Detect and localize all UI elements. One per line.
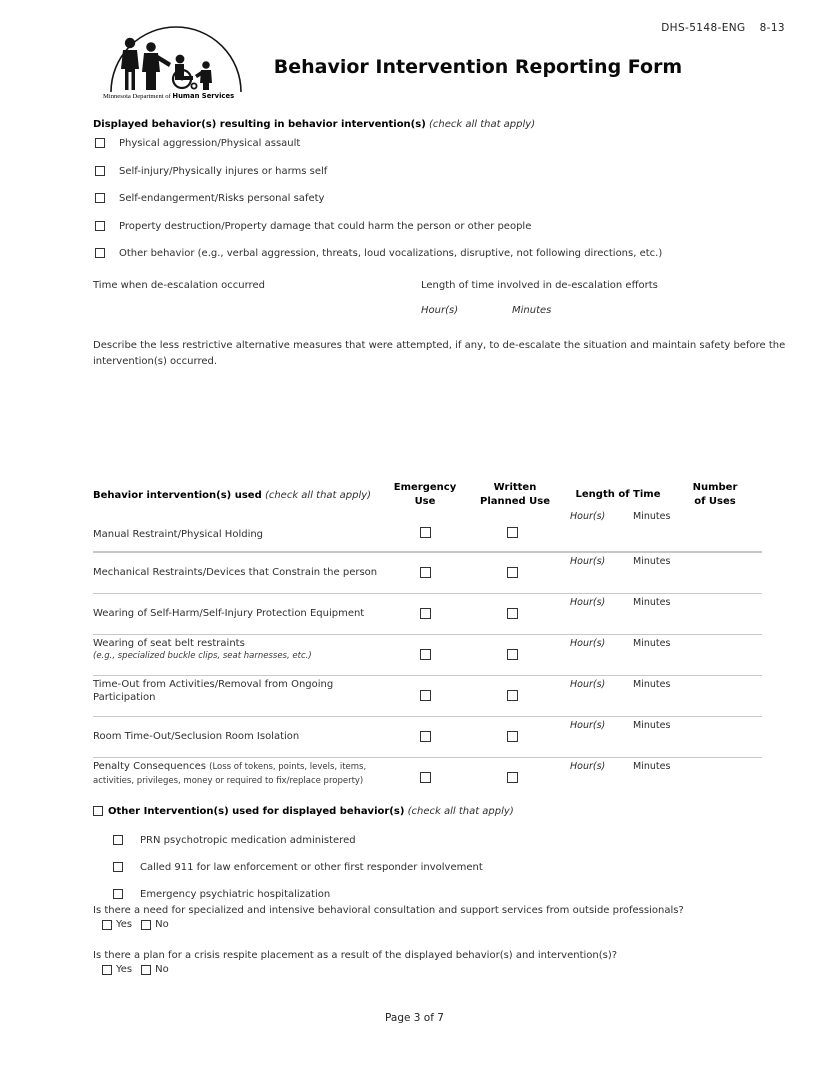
column-subheader-minutes: Minutes — [633, 511, 671, 522]
row-label: Time-Out from Activities/Removal from Ongoing Participation — [93, 679, 334, 703]
checkbox-seat-belt-emergency[interactable] — [420, 649, 431, 660]
behavior-option-physical-aggression — [93, 137, 793, 150]
row-hours-label: Hour(s) — [570, 720, 606, 731]
interventions-table — [93, 481, 762, 798]
checkbox-penalty-emergency[interactable] — [420, 772, 431, 783]
row-label: Room Time-Out/Seclusion Room Isolation — [93, 731, 300, 742]
row-sublabel: (e.g., specialized buckle clips, seat harnesses, etc.) — [93, 651, 312, 661]
checkbox-room-time-out-planned[interactable] — [507, 731, 518, 742]
interventions-heading-note: (check all that apply) — [264, 490, 372, 501]
question-text: Is there a plan for a crisis respite placement as a result of the displayed behavior(s) and intervention(s)? — [93, 950, 618, 961]
column-header-emergency-use: Emergency Use — [393, 482, 457, 507]
other-option-called-911 — [113, 861, 793, 874]
behavior-option-label: Other behavior (e.g., verbal aggression, threats, loud vocalizations, disruptive, not following directions, etc.) — [119, 248, 663, 259]
checkbox-q1-yes[interactable] — [102, 920, 112, 930]
column-header-written-planned-use: Written Planned Use — [479, 482, 551, 507]
yes-label: Yes — [116, 919, 133, 930]
question-crisis-respite — [93, 949, 813, 976]
table-row-seat-belt-restraints — [93, 634, 762, 675]
agency-logo — [103, 26, 251, 108]
no-label: No — [155, 919, 169, 930]
displayed-behaviors-heading-text: Displayed behavior(s) resulting in behavior intervention(s) — [93, 119, 426, 130]
doc-number: DHS-5148-ENG — [661, 22, 746, 34]
behavior-option-property-destruction — [93, 220, 793, 233]
interventions-heading — [93, 490, 371, 501]
table-row-penalty-consequences — [93, 757, 762, 798]
row-label: Wearing of Self-Harm/Self-Injury Protection Equipment — [93, 608, 365, 619]
other-interventions-heading-note: (check all that apply) — [407, 806, 514, 817]
displayed-behaviors-heading — [93, 119, 535, 130]
logo-caption-prefix: Minnesota Department of — [103, 93, 173, 100]
table-row-protection-equipment — [93, 593, 762, 634]
checkbox-q2-yes[interactable] — [102, 965, 112, 975]
row-minutes-label: Minutes — [633, 720, 671, 731]
behavior-option-label: Self-injury/Physically injures or harms self — [119, 165, 328, 177]
behavior-option-self-endangerment — [93, 192, 793, 205]
logo-caption-bold: Human Services — [172, 92, 235, 100]
other-option-label: Emergency psychiatric hospitalization — [140, 889, 331, 900]
checkbox-other-behavior[interactable] — [95, 248, 105, 258]
question-consultation-services — [93, 904, 813, 931]
column-header-length-of-time: Length of Time — [575, 489, 661, 500]
behavior-option-self-injury — [93, 165, 793, 178]
checkbox-time-out-planned[interactable] — [507, 690, 518, 701]
behavior-option-label: Property destruction/Property damage that could harm the person or other people — [119, 220, 532, 232]
column-subheader-hours: Hour(s) — [570, 511, 606, 522]
yes-label: Yes — [116, 964, 133, 975]
row-label: Penalty Consequences (Loss of tokens, points, levels, items, activities, privileges, money or required to fix/replace property) — [93, 761, 367, 786]
row-label: Wearing of seat belt restraints (e.g., specialized buckle clips, seat harnesses, etc.) — [93, 637, 423, 663]
checkbox-physical-aggression[interactable] — [95, 138, 105, 148]
checkbox-protection-equipment-planned[interactable] — [507, 608, 518, 619]
checkbox-mechanical-restraints-emergency[interactable] — [420, 567, 431, 578]
other-option-prn-medication — [113, 834, 793, 847]
column-header-number-of-uses: Number of Uses — [692, 482, 738, 507]
row-hours-label: Hour(s) — [570, 597, 606, 608]
other-option-psychiatric-hospitalization — [113, 888, 793, 901]
deescalation-hours-label: Hour(s) — [421, 305, 459, 316]
checkbox-q1-no[interactable] — [141, 920, 151, 930]
people-arch-logo-icon — [103, 26, 251, 94]
describe-alternative-measures-text: Describe the less restrictive alternative measures that were attempted, if any, to de-escalate the situation and maintain safety before the intervention(s) occurred. — [93, 340, 786, 367]
behavior-option-label: Physical aggression/Physical assault — [119, 138, 301, 149]
row-sublabel: (Loss of tokens, points, levels, items, activities, privileges, money or required to fix/replace property) — [93, 762, 367, 786]
displayed-behaviors-heading-note: (check all that apply) — [428, 119, 536, 130]
yes-no-row — [102, 918, 813, 931]
checkbox-property-destruction[interactable] — [95, 221, 105, 231]
interventions-heading-text: Behavior intervention(s) used — [93, 490, 262, 501]
checkbox-room-time-out-emergency[interactable] — [420, 731, 431, 742]
other-interventions-heading-text: Other Intervention(s) used for displayed behavior(s) — [108, 806, 405, 817]
question-text: Is there a need for specialized and intensive behavioral consultation and support services from outside professionals? — [93, 905, 684, 916]
checkbox-q2-no[interactable] — [141, 965, 151, 975]
row-minutes-label: Minutes — [633, 761, 671, 772]
other-interventions-heading — [93, 805, 793, 818]
other-option-label: Called 911 for law enforcement or other first responder involvement — [140, 862, 483, 873]
deescalation-minutes-label: Minutes — [512, 305, 552, 316]
checkbox-self-injury[interactable] — [95, 166, 105, 176]
behavior-option-other-behavior — [93, 247, 793, 260]
row-hours-label: Hour(s) — [570, 638, 606, 649]
checkbox-penalty-planned[interactable] — [507, 772, 518, 783]
interventions-table-header — [93, 481, 762, 524]
row-label: Manual Restraint/Physical Holding — [93, 529, 264, 540]
behavior-option-label: Self-endangerment/Risks personal safety — [119, 193, 325, 204]
checkbox-mechanical-restraints-planned[interactable] — [507, 567, 518, 578]
row-minutes-label: Minutes — [633, 638, 671, 649]
row-hours-label: Hour(s) — [570, 679, 606, 690]
row-minutes-label: Minutes — [633, 556, 671, 567]
checkbox-other-interventions[interactable] — [93, 806, 103, 816]
checkbox-psychiatric-hospitalization[interactable] — [113, 889, 123, 899]
table-row-time-out-activities — [93, 675, 762, 716]
row-minutes-label: Minutes — [633, 679, 671, 690]
checkbox-time-out-emergency[interactable] — [420, 690, 431, 701]
checkbox-manual-restraint-emergency[interactable] — [420, 527, 431, 538]
row-hours-label: Hour(s) — [570, 761, 606, 772]
other-interventions-section — [93, 805, 793, 915]
other-option-label: PRN psychotropic medication administered — [140, 835, 356, 846]
page-title: Behavior Intervention Reporting Form — [273, 56, 683, 78]
checkbox-manual-restraint-planned[interactable] — [507, 527, 518, 538]
doc-revision: 8-13 — [759, 22, 785, 34]
checkbox-prn-medication[interactable] — [113, 835, 123, 845]
checkbox-protection-equipment-emergency[interactable] — [420, 608, 431, 619]
table-row-mechanical-restraints — [93, 552, 762, 593]
deescalation-time-label: Time when de-escalation occurred — [93, 280, 265, 291]
table-row-manual-restraint — [93, 524, 762, 552]
row-label: Mechanical Restraints/Devices that Constrain the person — [93, 567, 378, 578]
row-hours-label: Hour(s) — [570, 556, 606, 567]
logo-caption — [103, 92, 251, 100]
doc-code — [661, 22, 785, 34]
table-row-room-time-out — [93, 716, 762, 757]
page-number: Page 3 of 7 — [385, 1012, 444, 1024]
no-label: No — [155, 964, 169, 975]
yes-no-row — [102, 963, 813, 976]
checkbox-self-endangerment[interactable] — [95, 193, 105, 203]
row-minutes-label: Minutes — [633, 597, 671, 608]
checkbox-seat-belt-planned[interactable] — [507, 649, 518, 660]
deescalation-length-label: Length of time involved in de-escalation efforts — [421, 280, 658, 291]
checkbox-called-911[interactable] — [113, 862, 123, 872]
displayed-behaviors-list — [93, 137, 793, 275]
